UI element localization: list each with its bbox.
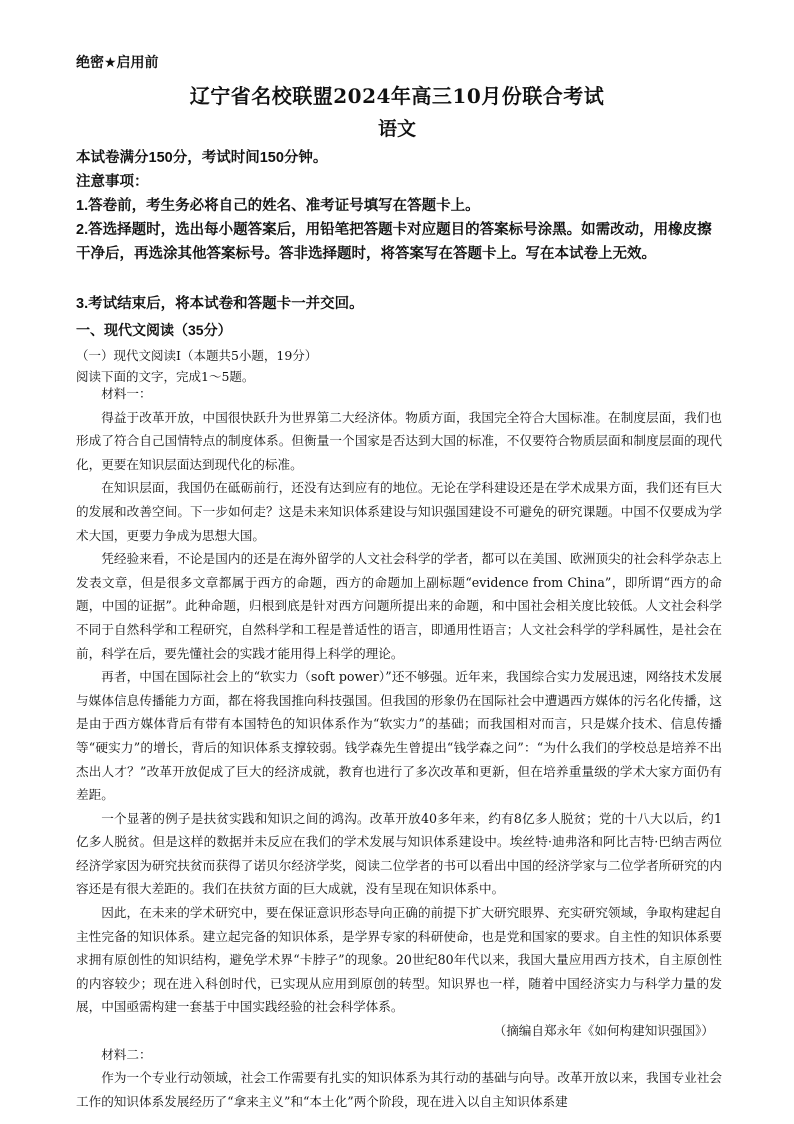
confidential-mark: 绝密★启用前 xyxy=(76,54,159,70)
material-2-label: 材料二： xyxy=(101,1046,152,1062)
notes-title: 注意事项： xyxy=(76,174,149,190)
exam-title: 辽宁省名校联盟2024年高三10月份联合考试 xyxy=(189,84,605,108)
paragraph: 在知识层面，我国仍在砥砺前行，还没有达到应有的地位。无论在学科建设还是在学术成果方面，我们还有巨大的发展和改善空间。下一步如何走？这是未来知识体系建设与知识强国建设不可避免的研究课题。中国不仅要成为学术大国，更要力争成为思想大国。 xyxy=(76,480,722,543)
material-1-label: 材料一： xyxy=(101,386,152,401)
paragraph: 一个显著的例子是扶贫实践和知识之间的鸿沟。改革开放40多年来，约有8亿多人脱贫；党的十八大以后，约1亿多人脱贫。但是这样的数据并未反应在我们的学术发展与知识体系建设中。埃丝特·迪弗洛和阿比吉特·巴纳吉两位经济学家因为研究扶贫而获得了诺贝尔经济学奖，阅读二位学者的书可以看出中国的经济学家与二位学者所研究的内容还是有很大差距的。我们在扶贫方面的巨大成就，没有呈现在知识体系中。 xyxy=(76,810,722,897)
paragraph: 凭经验来看，不论是国内的还是在海外留学的人文社会科学的学者，都可以在美国、欧洲顶尖的社会科学杂志上发表文章，但是很多文章都属于西方的命题，西方的命题加上副标题“evidence from China”，即所谓“西方的命题，中国的证据”。此种命题，归根到底是针对西方问题所提出来的命题，和中国社会相关度比较低。人文社会科学不同于自然科学和工程研究，自然科学和工程是普适性的语言，即通用性语言；人文社会科学的学科属性，是社会在前，科学在后，要先懂社会的实践才能用得上科学的理论。 xyxy=(76,551,722,661)
note-1: 1.答卷前，考生务必将自己的姓名、准考证号填写在答题卡上。 xyxy=(76,198,480,214)
score-line: 本试卷满分150分，考试时间150分钟。 xyxy=(76,150,328,166)
paragraph: 再者，中国在国际社会上的“软实力（soft power）”还不够强。近年来，我国综合实力发展迅速，网络技术发展与媒体信息传播能力方面，都在将我国推向科技强国。但我国的形象仍在国际社会中遭遇西方媒体的污名化传播，这是由于西方媒体背后有带有本国特色的知识体系作为“软实力”的基础；而我国相对而言，只是媒介技术、信息传播等“硬实力”的增长，背后的知识体系支撑较弱。钱学森先生曾提出“钱学森之问”：“为什么我们的学校总是培养不出杰出人才？”改革开放促成了巨大的经济成就，教育也进行了多次改革和更新，但在培养重量级的学术大家方面仍有差距。 xyxy=(76,669,722,803)
paragraph: 得益于改革开放，中国很快跃升为世界第二大经济体。物质方面，我国完全符合大国标准。在制度层面，我们也形成了符合自己国情特点的制度体系。但衡量一个国家是否达到大国的标准，不仅要符合物质层面和制度层面的现代化，更要在知识层面达到现代化的标准。 xyxy=(76,409,722,472)
note-2: 2.答选择题时，选出每小题答案后，用铅笔把答题卡对应题目的答案标号涂黑。如需改动，用橡皮擦干净后，再选涂其他答案标号。答非选择题时，将答案写在答题卡上。写在本试卷上无效。 xyxy=(76,222,712,262)
section-title: 一、现代文阅读（35分） xyxy=(76,322,232,338)
subject-title: 语文 xyxy=(377,118,416,140)
reading-prompt: 阅读下面的文字，完成1～5题。 xyxy=(76,369,255,384)
source-citation: （摘编自郑永年《如何构建知识强国》） xyxy=(493,1023,714,1039)
subsection-title: （一）现代文阅读Ⅰ（本题共5小题，19分） xyxy=(76,348,318,363)
material-1 xyxy=(76,382,722,1113)
note-3: 3.考试结束后，将本试卷和答题卡一并交回。 xyxy=(76,296,364,312)
paragraph: 因此，在未来的学术研究中，要在保证意识形态导向正确的前提下扩大研究眼界、充实研究领域，争取构建起自主性完备的知识体系。建立起完备的知识体系，是学界专家的科研使命，也是党和国家的要求。自主性的知识体系要求拥有原创性的知识结构，避免学术界“卡脖子”的现象。20世纪80年代以来，我国大量应用西方技术，自主原创性的内容较少；现在进入科创时代，已实现从应用到原创的转型。知识界也一样，随着中国经济实力与科学力量的发展，中国亟需构建一套基于中国实践经验的社会科学体系。 xyxy=(76,905,722,1015)
paragraph: 作为一个专业行动领域，社会工作需要有扎实的知识体系为其行动的基础与向导。改革开放以来，我国专业社会工作的知识体系发展经历了“拿来主义”和“本土化”两个阶段，现在进入以自主知识体系建 xyxy=(76,1070,722,1109)
